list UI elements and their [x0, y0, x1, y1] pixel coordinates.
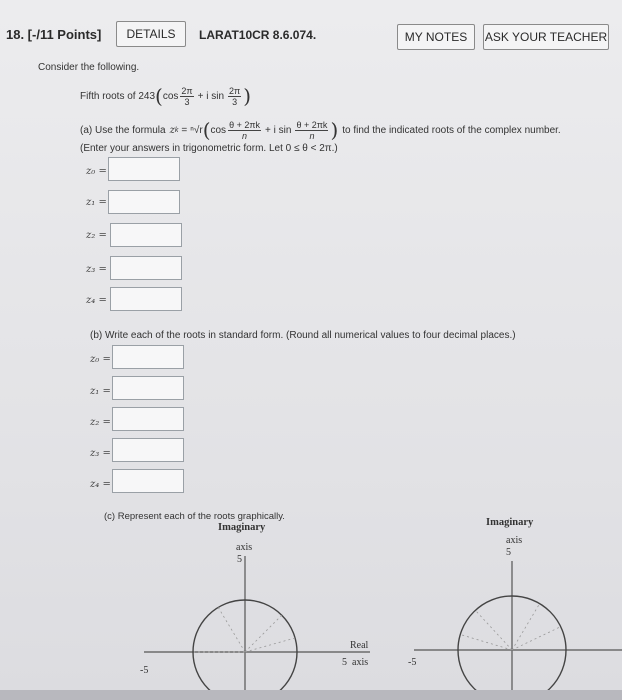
part-b-input-z0[interactable]: [112, 345, 184, 369]
cos-fraction-den: 3: [184, 96, 190, 107]
ask-teacher-button[interactable]: ASK YOUR TEACHER: [483, 24, 609, 50]
graph-right-guide-1: [462, 635, 512, 650]
graph-right-guide-4: [476, 611, 512, 650]
graph-right-guide-3: [512, 627, 560, 650]
part-a-label-z0: z₀ =: [86, 166, 107, 177]
graph-left-x-pos-tick: 5: [342, 657, 347, 668]
bottom-scroll-bar[interactable]: [0, 690, 622, 700]
part-b-label-z2: z₂ =: [90, 417, 111, 428]
part-b-label-z0: z₀ =: [90, 354, 111, 365]
cos-fraction-num: 2π: [181, 85, 193, 96]
graph-right-x-neg-tick: -5: [408, 657, 417, 668]
formula-sin-den: n: [309, 130, 315, 141]
graph-left-canvas[interactable]: [130, 520, 390, 690]
part-a-input-z3[interactable]: [110, 256, 182, 280]
graph-right-imag-label: Imaginary: [486, 517, 534, 528]
sin-fraction-num: 2π: [229, 85, 241, 96]
part-a-input-z2[interactable]: [110, 223, 182, 247]
open-paren: (: [155, 84, 163, 108]
part-a-prefix: (a) Use the formula: [80, 124, 166, 136]
formula-cos-fraction: [228, 120, 261, 141]
part-c-instruction: (c) Represent each of the roots graphically.: [104, 511, 285, 522]
part-b-input-z1[interactable]: [112, 376, 184, 400]
formula-z: z: [169, 124, 175, 136]
part-a-note: (Enter your answers in trigonometric form. Let 0 ≤ θ < 2π.): [80, 143, 338, 154]
graph-left-guide-2: [245, 615, 282, 652]
cos-fraction: [180, 86, 193, 107]
graph-left-guide-1: [218, 607, 245, 652]
graph-left-real-label: Real: [350, 640, 369, 651]
part-a-instruction: [80, 118, 561, 142]
close-paren: ): [243, 84, 252, 108]
formula-eq: =: [181, 124, 188, 136]
graph-left-imag-label: Imaginary: [218, 522, 266, 533]
part-b-instruction: (b) Write each of the roots in standard form. (Round all numerical values to four decimal places.): [90, 330, 516, 341]
fifth-roots-expression: [80, 84, 251, 108]
formula-k: k: [174, 126, 179, 134]
cos-word: cos: [162, 90, 179, 102]
part-b-label-z1: z₁ =: [90, 386, 111, 397]
details-button[interactable]: DETAILS: [116, 21, 186, 47]
formula-cos: cos: [210, 124, 227, 136]
sin-fraction-den: 3: [232, 96, 238, 107]
question-number: 18. [-/11 Points]: [6, 27, 102, 42]
graph-left-axis-label: axis: [236, 542, 253, 553]
formula-close-paren: ): [330, 118, 339, 142]
my-notes-button[interactable]: MY NOTES: [397, 24, 475, 50]
part-b-input-z2[interactable]: [112, 407, 184, 431]
part-a-input-z0[interactable]: [108, 157, 180, 181]
part-a-input-z1[interactable]: [108, 190, 180, 214]
question-header: [0, 18, 622, 58]
formula-plus-sin: + i sin: [265, 124, 292, 136]
graph-right-axis-label: axis: [506, 535, 523, 546]
formula-sin-fraction: [295, 120, 328, 141]
part-b-input-z3[interactable]: [112, 438, 184, 462]
graph-right-y-tick: 5: [506, 547, 511, 558]
formula-root: ⁿ√r: [190, 124, 203, 136]
graph-left[interactable]: [130, 520, 390, 690]
graph-left-y-tick: 5: [237, 554, 242, 565]
part-b-label-z3: z₃ =: [90, 448, 111, 459]
part-b-input-z4[interactable]: [112, 469, 184, 493]
fifth-roots-prefix: Fifth roots of 243: [80, 90, 156, 102]
graph-left-real-axis-label: axis: [352, 657, 369, 668]
sin-fraction: [228, 86, 241, 107]
formula-cos-den: n: [242, 130, 248, 141]
part-a-label-z1: z₁ =: [86, 197, 107, 208]
plus-i-sin: + i sin: [197, 90, 225, 102]
part-a-input-z4[interactable]: [110, 287, 182, 311]
formula-open-paren: (: [202, 118, 211, 142]
formula-sin-num: θ + 2πk: [296, 119, 328, 130]
graph-left-x-neg-tick: -5: [140, 665, 149, 676]
intro-text: Consider the following.: [38, 62, 140, 73]
part-a-label-z2: z₂ =: [86, 230, 107, 241]
part-a-label-z4: z₄ =: [86, 295, 107, 306]
part-a-label-z3: z₃ =: [86, 264, 107, 275]
graph-right[interactable]: [400, 515, 622, 690]
part-b-label-z4: z₄ =: [90, 479, 111, 490]
assignment-code: LARAT10CR 8.6.074.: [199, 28, 317, 42]
formula-cos-num: θ + 2πk: [229, 119, 261, 130]
part-a-suffix: to find the indicated roots of the complex number.: [342, 124, 561, 136]
